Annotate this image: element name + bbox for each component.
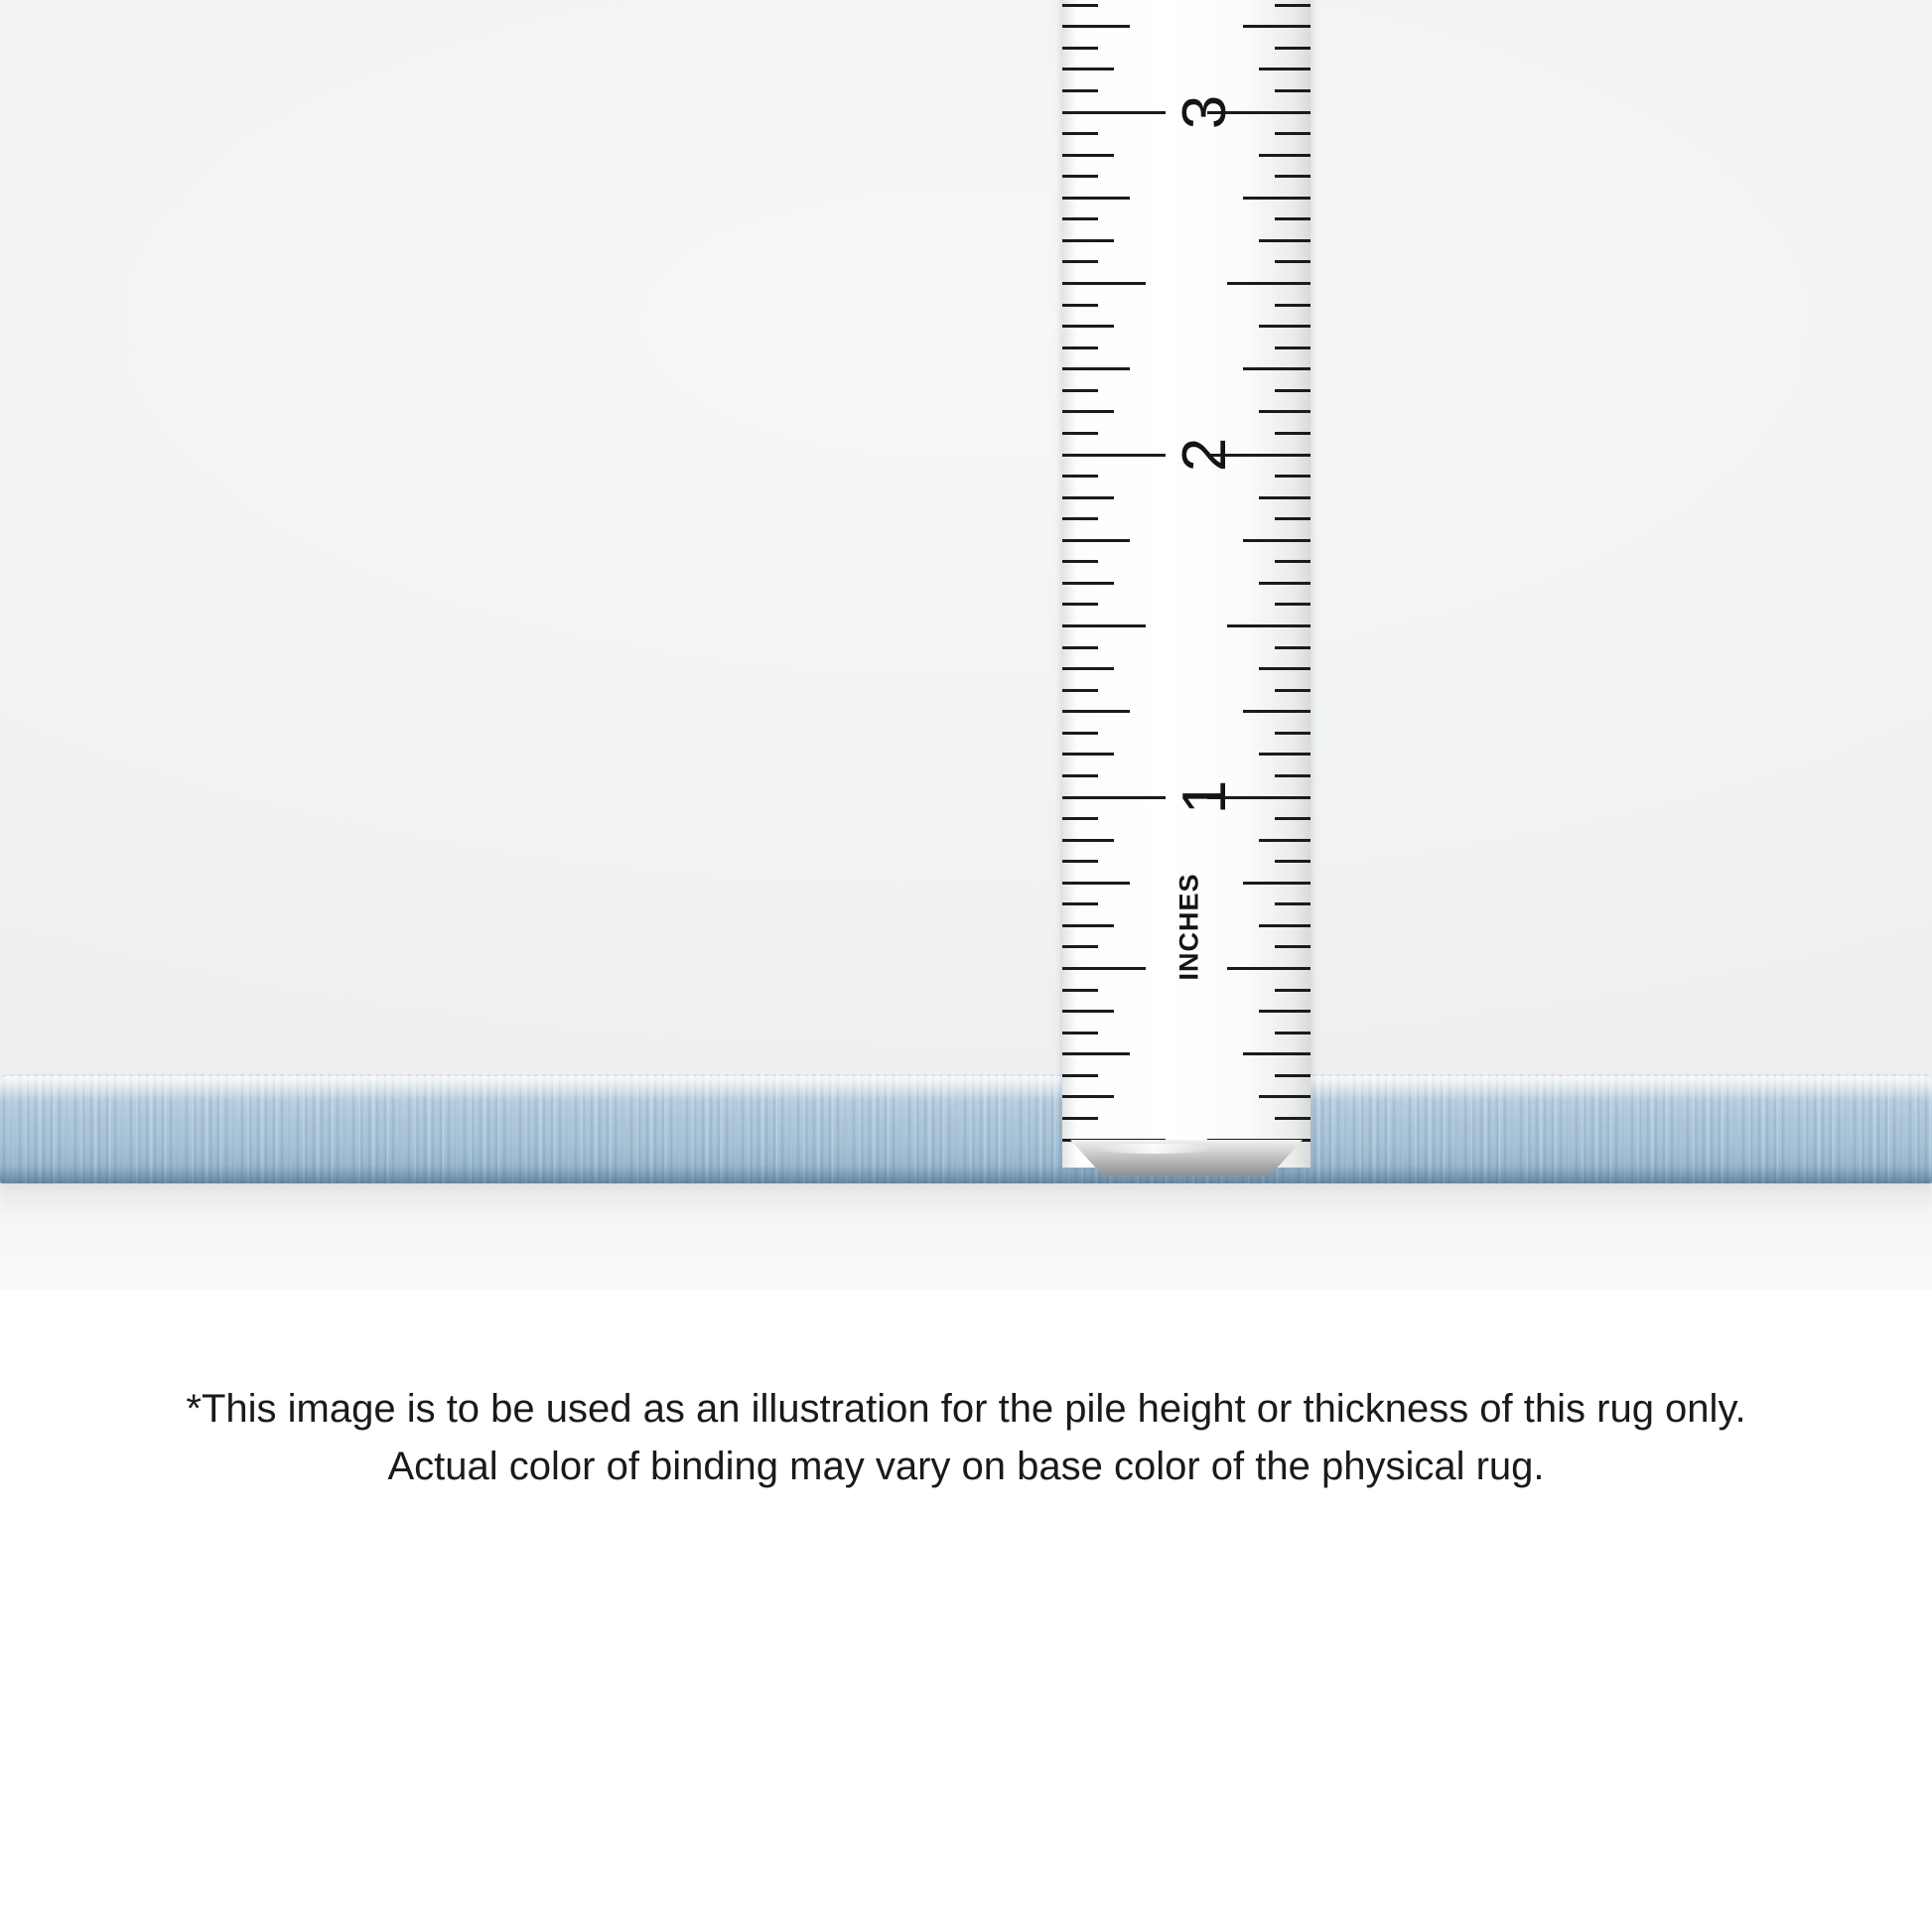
ruler-tick <box>1062 282 1146 285</box>
ruler-tick <box>1259 1095 1311 1098</box>
ruler-tick <box>1062 1095 1114 1098</box>
ruler-tick <box>1062 154 1114 157</box>
ruler-tick <box>1062 624 1146 627</box>
caption-line-2: Actual color of binding may vary on base color of the physical rug. <box>387 1445 1545 1488</box>
ruler-tick <box>1062 432 1098 435</box>
ruler-tick <box>1275 475 1311 478</box>
ruler-tick <box>1062 603 1098 606</box>
ruler-tick <box>1062 689 1098 692</box>
ruler-tick <box>1259 924 1311 927</box>
ruler-tick <box>1062 860 1098 863</box>
ruler-tick <box>1062 774 1098 777</box>
ruler-tick <box>1275 603 1311 606</box>
ruler-tick <box>1275 1074 1311 1077</box>
ruler-tick <box>1062 304 1098 307</box>
ruler-tick <box>1062 839 1114 842</box>
ruler-tick <box>1275 389 1311 392</box>
ruler-tick <box>1275 517 1311 520</box>
ruler-tick <box>1062 25 1130 28</box>
ruler-tick <box>1062 710 1130 713</box>
ruler-tick <box>1275 260 1311 263</box>
ruler-tick <box>1243 1052 1311 1055</box>
ruler-tick <box>1062 582 1114 585</box>
disclaimer-caption <box>0 1380 1932 1495</box>
ruler-tick <box>1259 582 1311 585</box>
ruler-tick <box>1275 47 1311 50</box>
ruler-tick <box>1275 774 1311 777</box>
ruler-metal-tip-shine <box>1094 1144 1213 1154</box>
ruler-tick <box>1062 517 1098 520</box>
ruler-tick <box>1275 175 1311 178</box>
ruler-tick <box>1062 496 1114 499</box>
ruler-tick <box>1062 367 1130 370</box>
ruler-tick <box>1062 68 1114 70</box>
ruler-tick <box>1275 1117 1311 1120</box>
ruler-tick <box>1259 753 1311 756</box>
ruler-tick <box>1062 646 1098 649</box>
ruler-tick <box>1062 1032 1098 1035</box>
ruler-tick <box>1062 882 1130 885</box>
ruler-tick <box>1062 817 1098 820</box>
ruler-number-3: 3 <box>1171 94 1239 130</box>
ruler-tick <box>1275 217 1311 220</box>
ruler-tick <box>1243 710 1311 713</box>
ruler-tick <box>1275 346 1311 349</box>
ruler-face <box>1062 0 1311 1168</box>
ruler-tick <box>1243 882 1311 885</box>
ruler-tick <box>1275 860 1311 863</box>
ruler-tick <box>1243 25 1311 28</box>
ruler-tick <box>1062 260 1098 263</box>
ruler-tick <box>1062 1052 1130 1055</box>
ruler-tick <box>1259 496 1311 499</box>
ruler-tick <box>1259 839 1311 842</box>
ruler-tick <box>1275 945 1311 948</box>
ruler-tick <box>1275 1032 1311 1035</box>
ruler-tick <box>1062 197 1130 200</box>
ruler-tick <box>1243 539 1311 542</box>
ruler-tick <box>1062 539 1130 542</box>
ruler-tick <box>1062 111 1166 114</box>
ruler-tick <box>1227 282 1311 285</box>
ruler-tick <box>1062 175 1098 178</box>
ruler-tick <box>1275 646 1311 649</box>
ruler-tick <box>1275 4 1311 7</box>
ruler-tick <box>1062 1010 1114 1013</box>
ruler-tick <box>1243 367 1311 370</box>
ruler-tick <box>1062 47 1098 50</box>
ruler-tick <box>1062 1074 1098 1077</box>
ruler-tick <box>1259 239 1311 242</box>
ruler-tick <box>1227 624 1311 627</box>
ruler-tick <box>1259 667 1311 670</box>
ruler-tick <box>1062 475 1098 478</box>
ruler-tick <box>1275 989 1311 992</box>
ruler-tick <box>1062 4 1098 7</box>
ruler-tick <box>1062 560 1098 563</box>
ruler-tick <box>1275 304 1311 307</box>
ruler-tick <box>1062 753 1114 756</box>
ruler-tick-marks <box>1062 0 1311 1168</box>
ruler-tick <box>1062 454 1166 457</box>
ruler-tick <box>1259 1010 1311 1013</box>
ruler-tick <box>1062 732 1098 735</box>
ruler-tick <box>1243 197 1311 200</box>
ruler-tick <box>1275 432 1311 435</box>
measuring-tape-ruler <box>1062 0 1311 1168</box>
ruler-tick <box>1259 68 1311 70</box>
ruler-tick <box>1062 389 1098 392</box>
ruler-tick <box>1062 902 1098 905</box>
ruler-tick <box>1062 796 1166 799</box>
ruler-tick <box>1062 667 1114 670</box>
ruler-unit-label: INCHES <box>1173 873 1204 981</box>
ruler-tick <box>1275 732 1311 735</box>
ruler-tick <box>1062 989 1098 992</box>
ruler-number-2: 2 <box>1171 437 1239 473</box>
ruler-tick <box>1259 410 1311 413</box>
rug-binding-edge <box>0 1074 1932 1183</box>
ruler-tick <box>1062 945 1098 948</box>
ruler-tick <box>1062 217 1098 220</box>
rug-top-highlight <box>0 1076 1932 1100</box>
ruler-tick <box>1062 89 1098 92</box>
ruler-tick <box>1275 689 1311 692</box>
ruler-tick <box>1062 132 1098 135</box>
ruler-tick <box>1062 410 1114 413</box>
ruler-tick <box>1227 967 1311 970</box>
ruler-tick <box>1259 154 1311 157</box>
ruler-tick <box>1259 325 1311 328</box>
ruler-tick <box>1062 346 1098 349</box>
ruler-tick <box>1062 924 1114 927</box>
ruler-tick <box>1275 902 1311 905</box>
ruler-tick <box>1062 967 1146 970</box>
ruler-tick <box>1062 325 1114 328</box>
ruler-tick <box>1275 132 1311 135</box>
ruler-tick <box>1275 817 1311 820</box>
ruler-tick <box>1062 1117 1098 1120</box>
caption-line-1: *This image is to be used as an illustration for the pile height or thickness of this rug only. <box>186 1387 1746 1431</box>
rug-bottom-shading <box>0 1166 1932 1183</box>
ruler-tick <box>1062 239 1114 242</box>
ruler-tick <box>1275 89 1311 92</box>
ruler-number-1: 1 <box>1171 779 1239 815</box>
ruler-tick <box>1275 560 1311 563</box>
